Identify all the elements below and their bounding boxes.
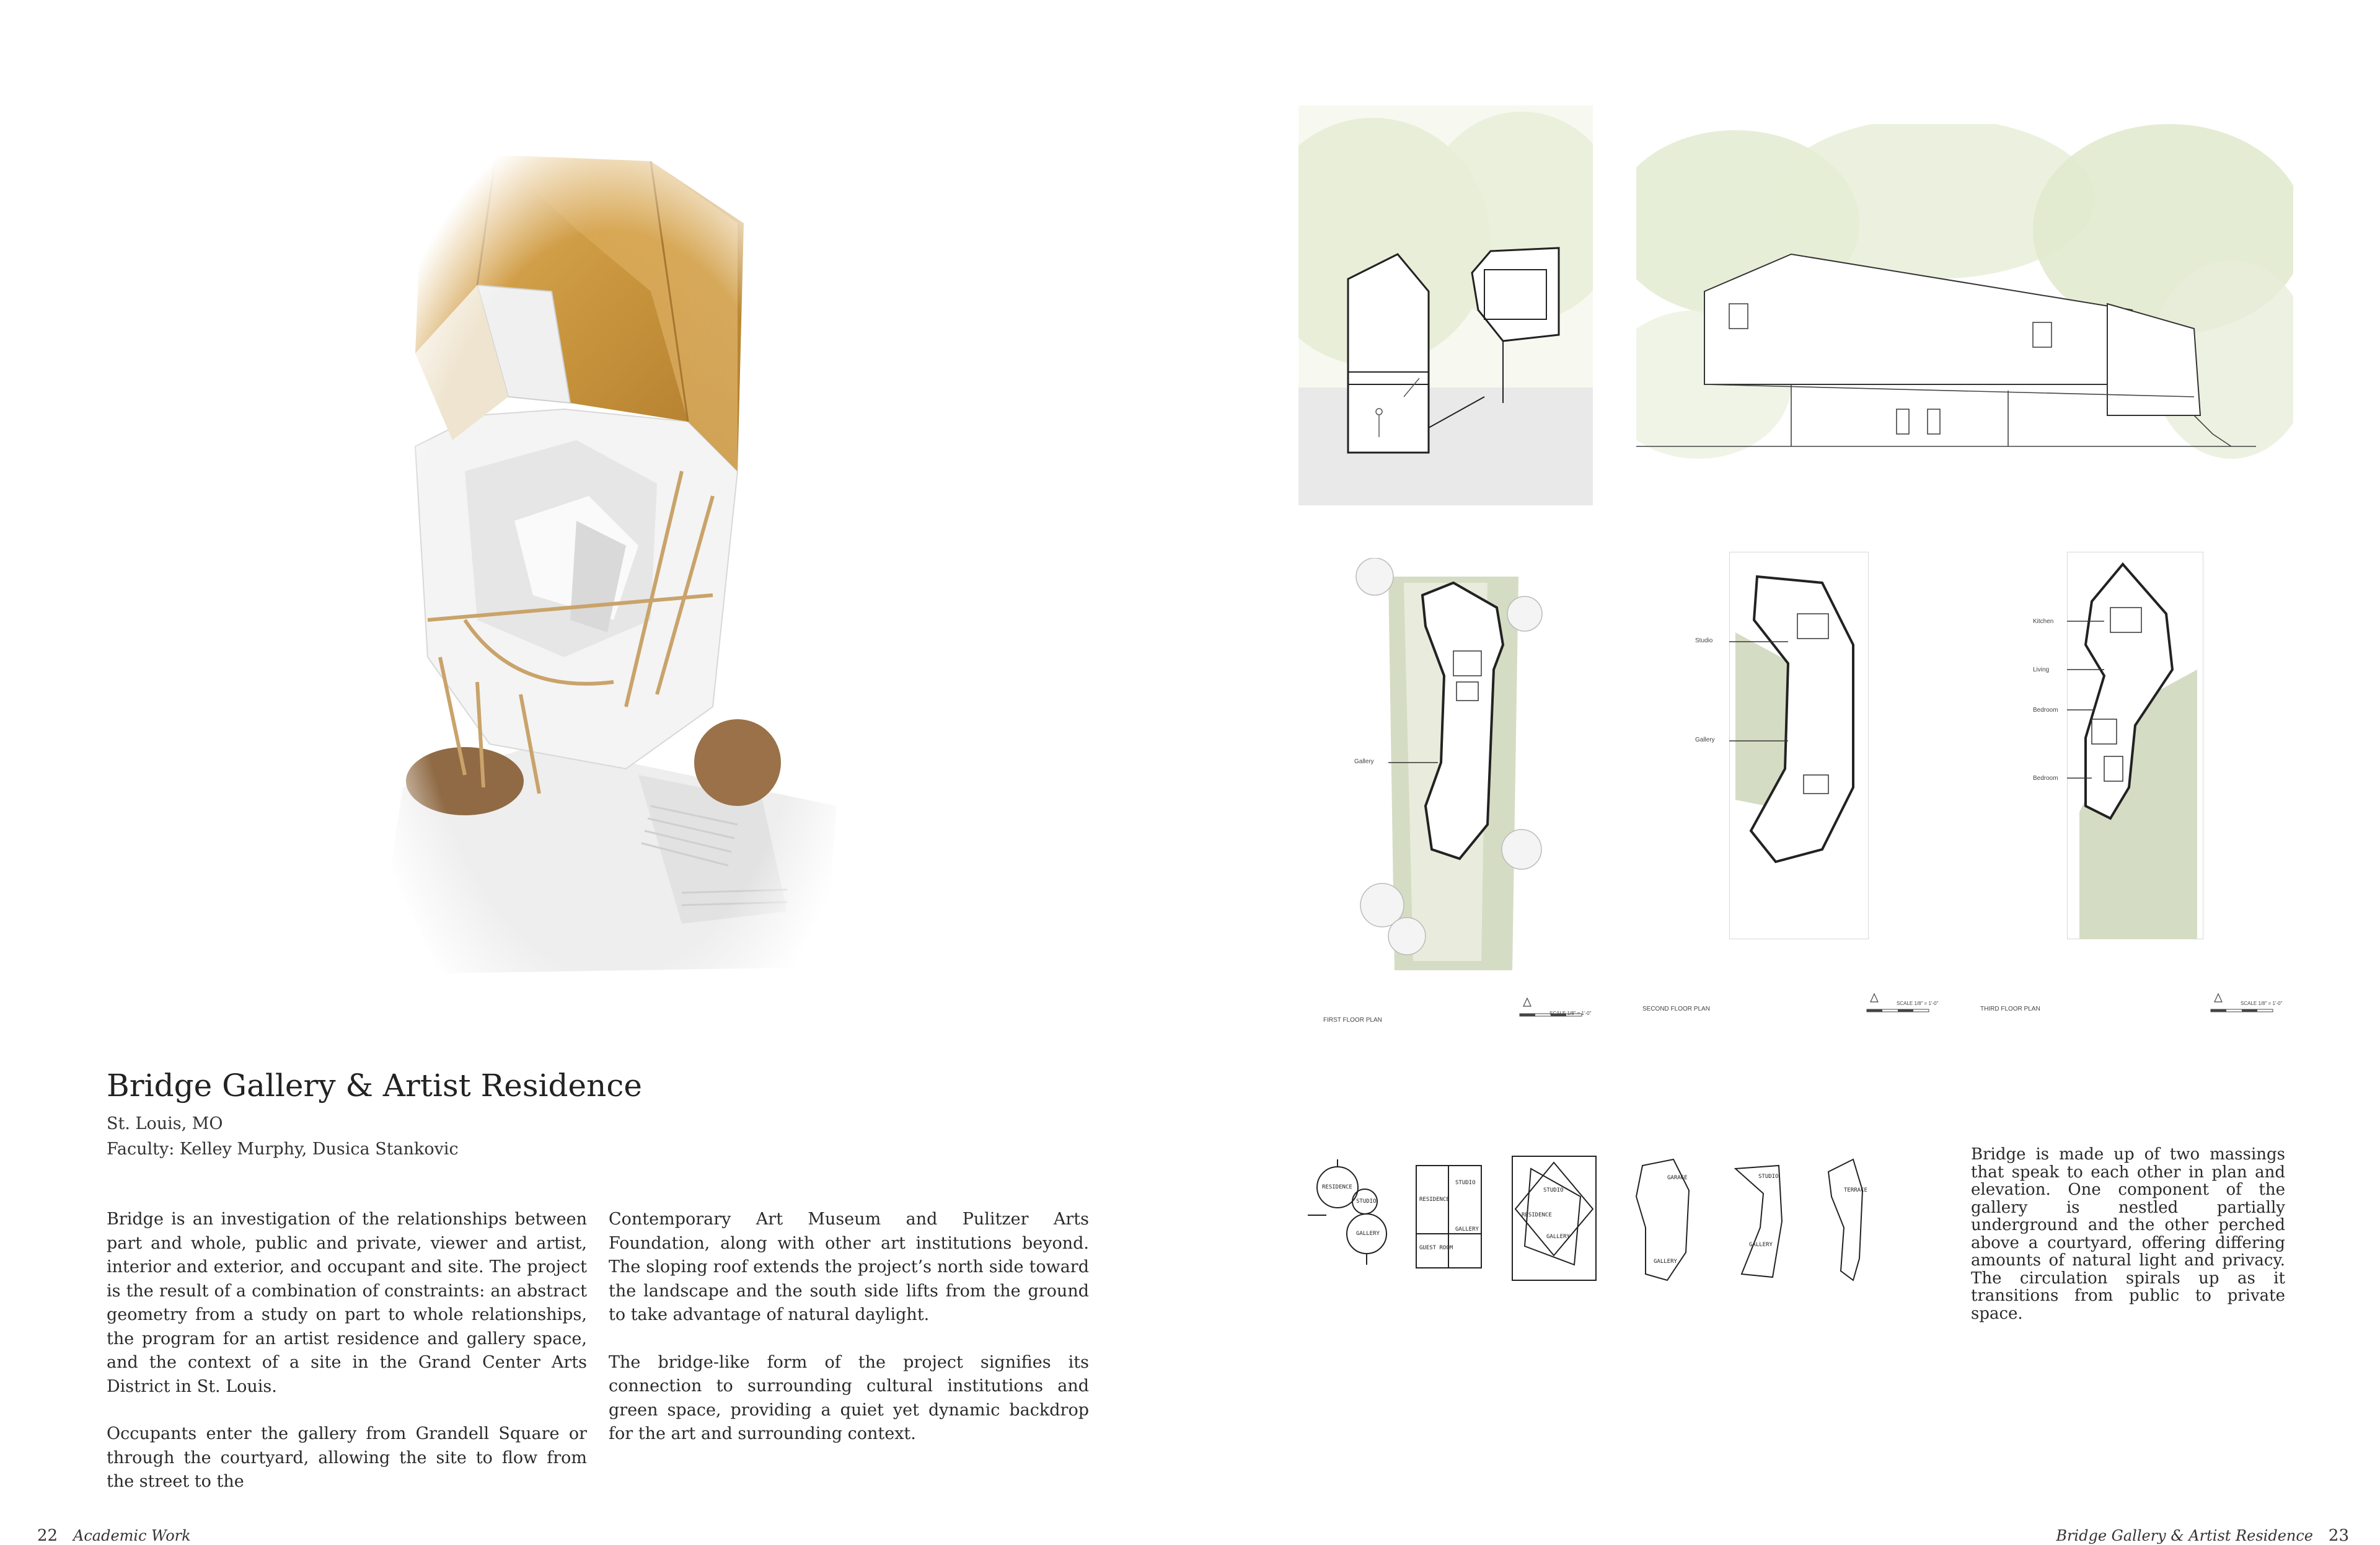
body-column-2 — [609, 1208, 1089, 1470]
right-page-number: 23 — [2328, 1526, 2349, 1545]
diagram-label-garage: GARAGE — [1667, 1175, 1688, 1181]
right-running-head — [2056, 1526, 2313, 1545]
diagram-label-gallery-2: GALLERY — [1455, 1226, 1479, 1233]
diagram-label-studio-3: STUDIO — [1543, 1187, 1564, 1193]
scale-bar-third — [2210, 991, 2278, 1022]
diagram-label-gallery-4: GALLERY — [1654, 1259, 1677, 1265]
scale-text-second: SCALE 1/8" = 1'-0" — [1897, 1001, 1939, 1006]
diagram-label-gallery-3: GALLERY — [1546, 1234, 1570, 1240]
elevation-drawing — [1636, 124, 2293, 471]
diagram-label-gallery-5: GALLERY — [1749, 1242, 1773, 1248]
scale-bar-second — [1866, 991, 1934, 1022]
diagram-label-guest-room: GUEST ROOM — [1419, 1245, 1453, 1251]
left-page-number: 22 — [37, 1526, 58, 1545]
body-paragraph: Contemporary Art Museum and Pulitzer Arts Foundation, along with other art institutions beyond. The sloping roof extends the project’s north side toward the landscape and the south side lifts from the ground to take advantage of natural daylight. — [609, 1210, 1089, 1324]
second-floor-plan — [1729, 552, 1869, 939]
section-drawing — [1298, 105, 1593, 505]
diagram-label-residence: RESIDENCE — [1322, 1184, 1352, 1190]
room-label-kitchen: Kitchen — [2033, 618, 2054, 625]
scale-text-third: SCALE 1/8" = 1'-0" — [2241, 1001, 2283, 1006]
right-running-head-text: Bridge Gallery & Artist Residence — [2056, 1527, 2313, 1544]
body-paragraph: Bridge is an investigation of the relationships between part and whole, public and private, viewer and artist, interior and exterior, and occupant and site. The project is the result of a combination of constraints: an abstract geometry from a study on part to whole relationships, the program for an artist residence and gallery space, and the context of a site in the Grand Center Arts District in St. Louis. — [107, 1210, 587, 1396]
concept-diagrams — [1308, 1147, 1878, 1286]
project-title: Bridge Gallery & Artist Residence — [107, 1068, 642, 1104]
body-column-1 — [107, 1208, 587, 1518]
right-caption: Bridge is made up of two massings that speak to each other in plan and elevation. One component of the gallery is nestled partially underground and the other perched above a courtyard, offering differing amounts of natural light and privacy. The circulation spirals up as it transitions from public to private space. — [1971, 1145, 2285, 1323]
body-paragraph: The bridge-like form of the project signifies its connection to surrounding cultural institutions and green space, providing a quiet yet dynamic backdrop for the art and surrounding context. — [609, 1352, 1089, 1443]
diagram-label-residence-3: RESIDENCE — [1522, 1212, 1552, 1218]
room-label-studio: Studio — [1695, 637, 1713, 644]
body-paragraph: Occupants enter the gallery from Grandell Square or through the courtyard, allowing the site to flow from the street to the — [107, 1424, 587, 1491]
plan-caption-second: SECOND FLOOR PLAN — [1642, 1006, 1710, 1012]
room-label-gallery-1: Gallery — [1354, 758, 1374, 765]
scale-text-first: SCALE 1/8" = 1'-0" — [1549, 1011, 1592, 1016]
room-label-living: Living — [2033, 666, 2050, 673]
first-floor-plan — [1345, 558, 1556, 970]
model-photo — [390, 149, 837, 973]
project-faculty: Faculty: Kelley Murphy, Dusica Stankovic — [107, 1140, 459, 1159]
diagram-label-gallery: GALLERY — [1356, 1231, 1380, 1237]
left-running-head — [73, 1526, 191, 1545]
diagram-label-studio-4: STUDIO — [1758, 1174, 1779, 1180]
project-location: St. Louis, MO — [107, 1114, 223, 1133]
diagram-label-studio-2: STUDIO — [1455, 1180, 1476, 1186]
diagram-label-terrace: TERRACE — [1844, 1187, 1867, 1193]
diagram-label-residence-2: RESIDENCE — [1419, 1197, 1450, 1203]
plan-caption-first: FIRST FLOOR PLAN — [1323, 1017, 1382, 1024]
plan-caption-third: THIRD FLOOR PLAN — [1980, 1006, 2040, 1012]
room-label-bedroom-1: Bedroom — [2033, 707, 2058, 714]
left-running-head-text: Academic Work — [73, 1527, 191, 1544]
third-floor-plan — [2067, 552, 2203, 939]
room-label-bedroom-2: Bedroom — [2033, 775, 2058, 782]
room-label-gallery-2: Gallery — [1695, 737, 1715, 743]
diagram-label-studio: STUDIO — [1356, 1198, 1377, 1205]
